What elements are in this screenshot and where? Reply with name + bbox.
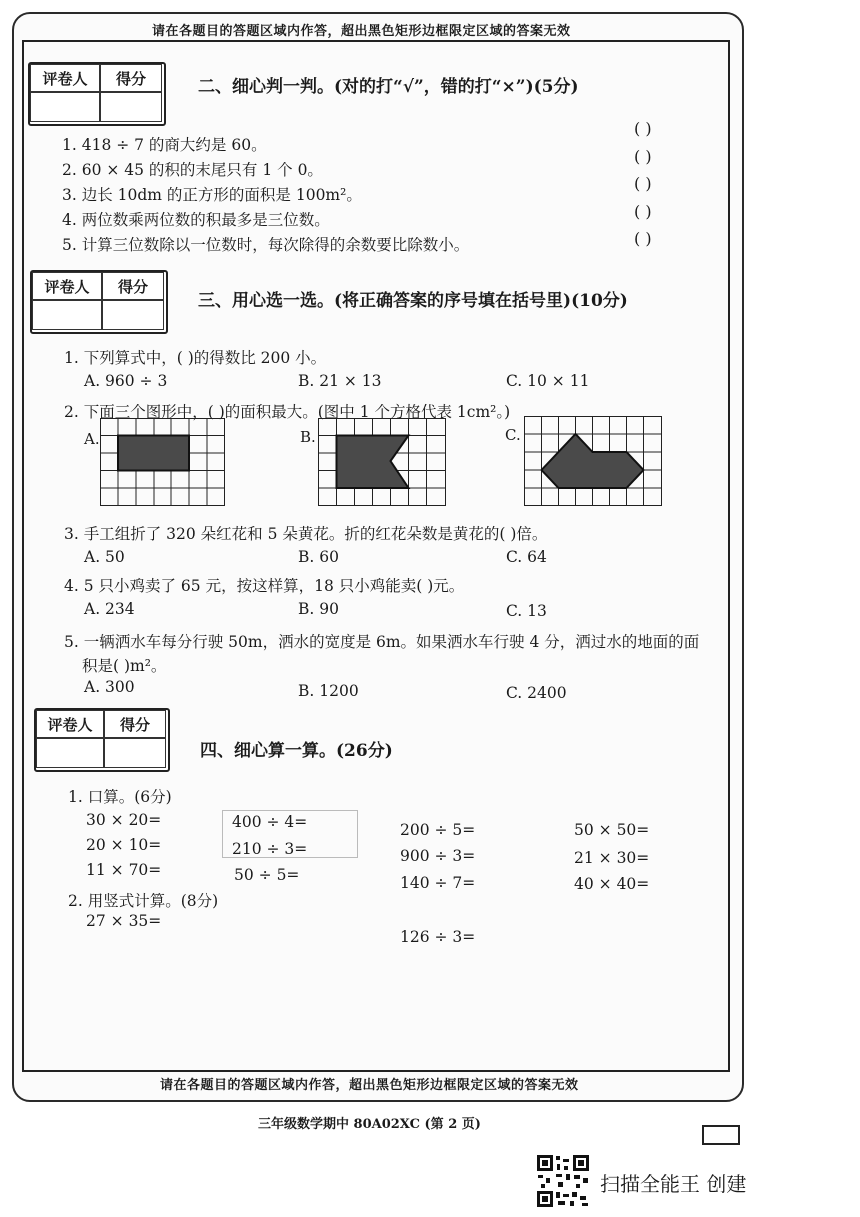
page-marker-box <box>702 1125 740 1145</box>
oral-item: 50 ÷ 5= <box>234 866 300 884</box>
choice-q5-option-c[interactable]: C. 2400 <box>506 684 567 702</box>
score-cell <box>102 300 164 330</box>
grader-cell <box>32 300 102 330</box>
choice-q5-option-b[interactable]: B. 1200 <box>298 682 359 700</box>
judge-item-4: 4. 两位数乘两位数的积最多是三位数。 <box>62 211 330 229</box>
choice-q4-option-a[interactable]: A. 234 <box>84 600 135 618</box>
oral-item: 30 × 20= <box>86 811 162 829</box>
judge-item-3: 3. 边长 10dm 的正方形的面积是 100m²。 <box>62 186 362 204</box>
choice-q2: 2. 下面三个图形中，( )的面积最大。(图中 1 个方格代表 1cm²。) <box>64 403 511 421</box>
oral-item: 400 ÷ 4= <box>232 813 308 831</box>
choice-q3-option-a[interactable]: A. 50 <box>84 548 125 566</box>
oral-item: 21 × 30= <box>574 849 650 867</box>
choice-q1: 1. 下列算式中，( )的得数比 200 小。 <box>64 349 327 367</box>
oral-calc-title: 1. 口算。(6分) <box>68 788 172 806</box>
choice-q1-option-a[interactable]: A. 960 ÷ 3 <box>84 372 168 390</box>
oral-item: 200 ÷ 5= <box>400 821 476 839</box>
score-table-section3 <box>30 270 168 334</box>
oral-item: 140 ÷ 7= <box>400 874 476 892</box>
judge-item-5: 5. 计算三位数除以一位数时，每次除得的余数要比除数小。 <box>62 236 470 254</box>
grader-label: 评卷人 <box>32 272 102 300</box>
score-cell <box>100 92 162 122</box>
judge-item-2: 2. 60 × 45 的积的末尾只有 1 个 0。 <box>62 161 323 179</box>
score-label: 得分 <box>102 272 164 300</box>
section4-title: 四、细心算一算。(26分) <box>200 741 393 761</box>
figure-c-grid <box>524 416 662 506</box>
shape-b-polygon <box>337 436 409 489</box>
vertical-item-2: 126 ÷ 3= <box>400 928 476 946</box>
scanner-brand-text: 扫描全能王 创建 <box>600 1172 747 1196</box>
qr-code-icon <box>536 1154 590 1208</box>
top-notice: 请在各题目的答题区域内作答，超出黑色矩形边框限定区域的答案无效 <box>152 24 571 39</box>
judge-answer-2[interactable]: ( ) <box>634 147 652 166</box>
judge-answer-5[interactable]: ( ) <box>634 229 652 248</box>
shape-a-label[interactable]: A. <box>84 430 100 448</box>
vertical-item-1: 27 × 35= <box>86 912 162 930</box>
choice-q4: 4. 5 只小鸡卖了 65 元，按这样算，18 只小鸡能卖( )元。 <box>64 577 465 595</box>
figure-b-grid <box>318 418 446 506</box>
shape-a-rectangle <box>118 436 189 471</box>
score-label: 得分 <box>100 64 162 92</box>
oral-item: 50 × 50= <box>574 821 650 839</box>
choice-q1-option-b[interactable]: B. 21 × 13 <box>298 372 382 390</box>
oral-item: 210 ÷ 3= <box>232 840 308 858</box>
section3-title: 三、用心选一选。(将正确答案的序号填在括号里)(10分) <box>198 291 628 311</box>
grader-cell <box>36 738 104 768</box>
judge-answer-1[interactable]: ( ) <box>634 119 652 138</box>
bottom-notice: 请在各题目的答题区域内作答，超出黑色矩形边框限定区域的答案无效 <box>160 1078 579 1093</box>
oral-item: 900 ÷ 3= <box>400 847 476 865</box>
vertical-calc-title: 2. 用竖式计算。(8分) <box>68 892 219 910</box>
oral-item: 40 × 40= <box>574 875 650 893</box>
choice-q5-line1: 5. 一辆洒水车每分行驶 50m，洒水的宽度是 6m。如果洒水车行驶 4 分，洒过水的地面的面 <box>64 633 700 651</box>
score-cell <box>104 738 166 768</box>
figure-a-grid <box>100 418 225 506</box>
exam-code: 三年级数学期中 80A02XC (第 2 页) <box>258 1117 481 1132</box>
score-table-section2 <box>28 62 166 126</box>
choice-q3: 3. 手工组折了 320 朵红花和 5 朵黄花。折的红花朵数是黄花的( )倍。 <box>64 525 548 543</box>
oral-item: 20 × 10= <box>86 836 162 854</box>
grader-label: 评卷人 <box>30 64 100 92</box>
shape-c-label[interactable]: C. <box>505 426 521 444</box>
section2-title: 二、细心判一判。(对的打“√”，错的打“×”)(5分) <box>198 77 579 97</box>
choice-q3-option-c[interactable]: C. 64 <box>506 548 547 566</box>
choice-q1-option-c[interactable]: C. 10 × 11 <box>506 372 590 390</box>
shape-b-label[interactable]: B. <box>300 428 316 446</box>
choice-q4-option-b[interactable]: B. 90 <box>298 600 339 618</box>
choice-q3-option-b[interactable]: B. 60 <box>298 548 339 566</box>
choice-q5-line2: 积是( )m²。 <box>82 657 167 675</box>
judge-item-1: 1. 418 ÷ 7 的商大约是 60。 <box>62 136 267 154</box>
grader-cell <box>30 92 100 122</box>
choice-q4-option-c[interactable]: C. 13 <box>506 602 547 620</box>
grader-label: 评卷人 <box>36 710 104 738</box>
choice-q5-option-a[interactable]: A. 300 <box>84 678 135 696</box>
score-label: 得分 <box>104 710 166 738</box>
oral-item: 11 × 70= <box>86 861 162 879</box>
judge-answer-3[interactable]: ( ) <box>634 174 652 193</box>
judge-answer-4[interactable]: ( ) <box>634 202 652 221</box>
score-table-section4 <box>34 708 170 772</box>
